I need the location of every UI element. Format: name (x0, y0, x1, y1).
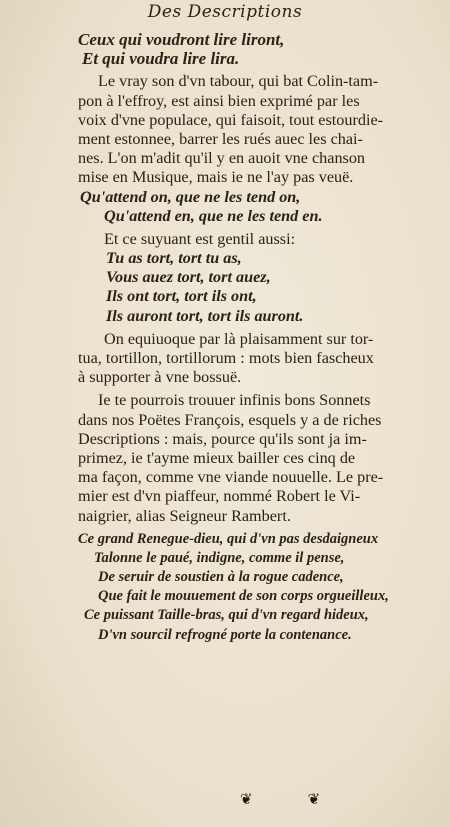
text-line: mise en Musique, mais ie ne l'ay pas veuë. (78, 168, 354, 187)
text-line: Le vray son d'vn tabour, qui bat Colin-tam- (98, 72, 379, 91)
text-line: ment estonnee, barrer les rués auec les chai- (78, 129, 363, 148)
text-line: Talonne le paué, indigne, comme il pense, (94, 549, 345, 566)
text-line: Et ce suyuant est gentil aussi: (104, 229, 296, 248)
text-line: primez, ie t'ayme mieux bailler ces cinq de (78, 448, 356, 467)
text-line: Et qui voudra lire lira. (82, 49, 240, 69)
text-line: Tu as tort, tort tu as, (106, 249, 242, 268)
text-line: tua, tortillon, tortillorum : mots bien fascheux (78, 349, 374, 367)
text-line: Ce grand Renegue-dieu, qui d'vn pas desdaigneux (78, 530, 379, 547)
text-line: naigrier, alias Seigneur Rambert. (78, 506, 291, 525)
text-line: Qu'attend en, que ne les tend en. (104, 206, 323, 225)
text-line: mier est d'vn piaffeur, nommé Robert le Vi- (78, 487, 361, 506)
text-line: Ils auront tort, tort ils auront. (106, 306, 304, 325)
text-line: Vous auez tort, tort auez, (106, 268, 271, 287)
tail-ornament (240, 790, 375, 808)
text-line: Ils ont tort, tort ils ont, (106, 287, 257, 306)
text-block (78, 30, 424, 645)
running-head: Des Descriptions (147, 2, 303, 22)
text-line: Qu'attend on, que ne les tend on, (80, 187, 301, 206)
text-line: voix d'vne populace, qui faisoit, tout estourdie- (78, 110, 384, 129)
fleuron-icon: ❦ (307, 790, 321, 808)
text-line: dans nos Poëtes François, esquels y a de riches (78, 410, 382, 429)
text-line: Que fait le mouuement de son corps orgueilleux, (98, 588, 389, 605)
text-line: à supporter à vne bossuë. (78, 368, 242, 387)
text-line: pon à l'effroy, est ainsi bien exprimé par les (78, 91, 360, 110)
text-line: De seruir de soustien à la rogue cadence, (98, 569, 344, 586)
text-line: nes. L'on m'adit qu'il y en auoit vne chanson (78, 149, 366, 168)
text-line: Ceux qui voudront lire liront, (78, 30, 285, 49)
text-line: Descriptions : mais, pource qu'ils sont ja im- (78, 429, 367, 448)
text-line: On equiuoque par là plaisamment sur tor- (104, 329, 374, 348)
text-line: D'vn sourcil refrogné porte la contenance. (98, 626, 352, 643)
text-line: ma façon, comme vne viande nouuelle. Le pre- (78, 468, 384, 487)
text-line: Ce puissant Taille-bras, qui d'vn regard hideux, (84, 607, 369, 624)
text-line: Ie te pourrois trouuer infinis bons Sonnets (98, 391, 371, 410)
fleuron-icon: ❦ (240, 790, 253, 808)
